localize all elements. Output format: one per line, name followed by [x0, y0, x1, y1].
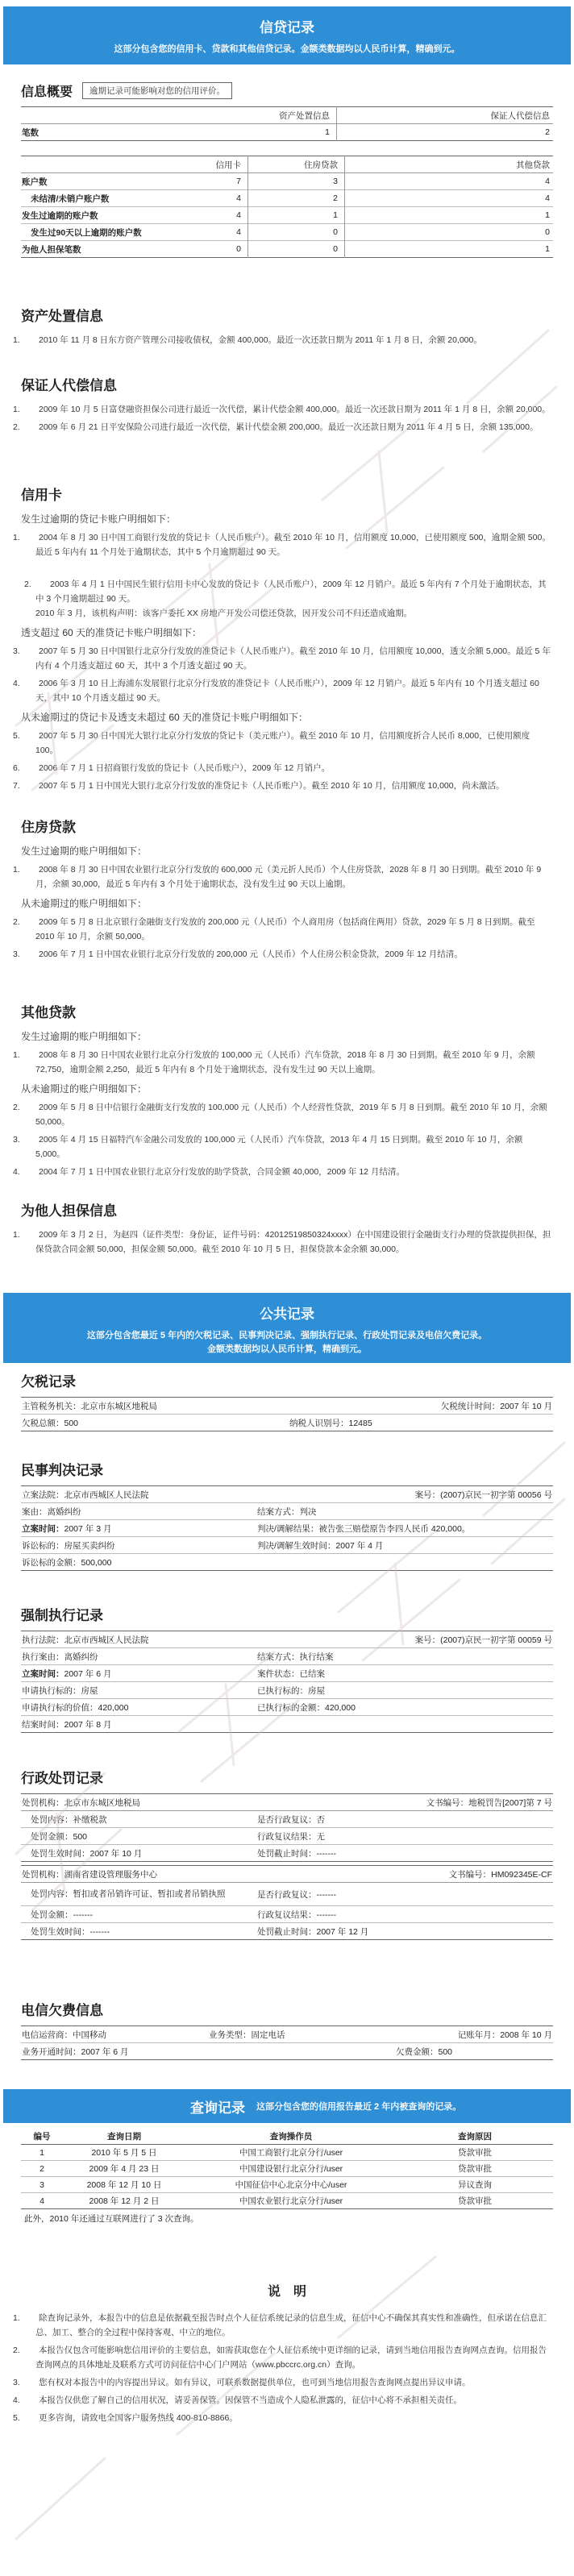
list-item: 2. 2009 年 5 月 8 日中信银行金融街支行发放的 100,000 元（人民币）个人经营性贷款，2019 年 5 月 8 日到期。截至 2010 年 10 月，余额 50,000。 — [13, 1103, 547, 1127]
card-item-text: 2007 年 5 月 30 日中国银行北京分行发放的准贷记卡（人民币账户）。截至 2010 年 10 月，信用额度 10,000，透支余额 5,000。最近 5 年内有 4 个月透支超过 60 天，其中 3 个月透支超过 90 天。 — [35, 646, 551, 671]
guarantor-block — [13, 374, 553, 434]
field-value: 中国移动 — [73, 2030, 106, 2040]
field-label: 业务类型： — [209, 2030, 252, 2040]
guarantee-item-text: 2009 年 3 月 2 日，为赵四（证件类型：身份证，证件号码：42012519850324xxxx）在中国建设银行金融街支行办理的贷款提供担保，担保贷款合同金额 50,000，担保金额 50,000。截至 2010 年 10 月 5 日，担保贷款本金余额 30,000。 — [35, 1230, 551, 1254]
asset-count: 1 — [135, 124, 337, 141]
field-label: 结案方式： — [257, 1506, 300, 1517]
field-label: 案号： — [414, 1490, 441, 1500]
field-value: 2007 年 6 月 — [81, 2046, 129, 2057]
list-item: 2. 2009 年 6 月 21 日平安保险公司进行最近一次代偿，累计代偿金额 200,000。最近一次还款日期为 2011 年 4 月 5 日，余额 135,000。 — [13, 422, 539, 432]
list-item: 1. 2008 年 8 月 30 日中国农业银行北京分行发放的 100,000 元（人民币）汽车贷款，2018 年 8 月 30 日到期。截至 2010 年 9 月，余额 72,750，逾期金额 2,250，最近 5 年内有 8 个月处于逾期状态，没有发生过 90 天以上逾期。 — [13, 1050, 535, 1074]
list-item: 1. 2004 年 8 月 30 日中国工商银行发放的贷记卡（人民币账户）。截至 2010 年 10 月，信用额度 10,000，已使用额度 500，逾期金额 500。最近 5 年内有 11 个月处于逾期状态，其中 5 个月逾期超过 90 天。 — [13, 533, 551, 557]
summary-cell: 0 — [545, 227, 550, 237]
exec-block — [21, 1604, 553, 1733]
field-value: 2007 年 12 月 — [316, 1926, 369, 1937]
field-value: (2007)京民一初字第 00059 号 — [440, 1635, 552, 1645]
query-head: 查询操作员 — [269, 2131, 313, 2142]
telecom-title: 电信欠费信息 — [21, 2003, 103, 2018]
tax-block — [21, 1370, 553, 1431]
card-title: 信用卡 — [21, 488, 62, 503]
admin-block — [21, 1767, 553, 1940]
summary-row-label: 发生过90天以上逾期的账户数 — [31, 227, 142, 238]
query-cell: 2010 年 5 月 5 日 — [91, 2148, 157, 2158]
house-item-text: 2008 年 8 月 30 日中国农业银行北京分行发放的 600,000 元（美元折人民币）个人住房贷款，2028 年 8 月 30 日到期。截至 2010 年 9 月，余额 30,000，最近 5 年内有 3 个月处于逾期状态，没有发生过 90 天以上逾期。 — [35, 865, 542, 889]
list-item: 4. 2004 年 7 月 1 日中国农业银行北京分行发放的助学贷款，合同金额 40,000，2009 年 12 月结清。 — [13, 1167, 405, 1177]
other-item-text: 2004 年 7 月 1 日中国农业银行北京分行发放的助学贷款，合同金额 40,000，2009 年 12 月结清。 — [39, 1167, 405, 1177]
list-item: 1. 2010 年 11 月 8 日东方资产管理公司接收债权，金额 400,000。最近一次还款日期为 2011 年 1 月 8 日，余额 20,000。 — [13, 335, 482, 345]
guarantee-block — [13, 1199, 553, 1257]
query-band-desc: 这部分包含您的信用报告最近 2 年内被查询的记录。 — [256, 2102, 462, 2112]
query-cell: 贷款审批 — [458, 2196, 492, 2206]
field-value: 补缴税款 — [73, 1814, 107, 1825]
field-value: 500 — [73, 1831, 88, 1842]
field-value: 2007 年 3 月 — [64, 1523, 112, 1534]
card-item-text: 2006 年 3 月 10 日上海浦东发展银行北京分行发放的准贷记卡（人民币账户），2009 年 12 月销户。最近 5 年内有 10 个月透支超过 60 天，其中 10 个月透支超过 90 天。 — [35, 679, 539, 703]
card-overdue-sub: 发生过逾期的贷记卡账户明细如下： — [21, 513, 177, 525]
note-text: 本报告仅包含可能影响您信用评价的主要信息，如需获取您在个人征信系统中更详细的记录，请到当地信用报告查询网点查询。信用报告查询网点的具体地址及联系方式可访问征信中心门户网站（www.pbccrc.org.cn）查询。 — [35, 2345, 547, 2370]
asset-summary-table — [21, 106, 553, 141]
field-label: 行政复议结果： — [257, 1909, 317, 1920]
field-value: 2007 年 10 月 — [89, 1848, 143, 1859]
field-label: 电信运营商： — [22, 2030, 73, 2040]
account-summary-table — [21, 156, 553, 258]
card-normal-sub: 从未逾期过的贷记卡及透支未超过 60 天的准贷记卡账户明细如下： — [21, 712, 309, 723]
field-value: 2007 年 4 月 — [335, 1540, 384, 1551]
list-item: 3. 您有权对本报告中的内容提出异议。如有异议，可联系数据提供单位，也可到当地信用报告查询网点提出异议申请。 — [13, 2378, 471, 2387]
query-cell: 4 — [40, 2196, 44, 2206]
field-label: 是否行政复议： — [257, 1814, 317, 1825]
field-value: 离婚纠纷 — [64, 1652, 98, 1662]
other-loan-block — [13, 1001, 553, 1179]
field-value: 500 — [438, 2046, 453, 2057]
guarantor-title: 保证人代偿信息 — [21, 378, 117, 393]
field-value: 否 — [316, 1814, 325, 1825]
telecom-table — [21, 2025, 553, 2060]
summary-cell: 4 — [545, 177, 550, 186]
field-value: 2008 年 10 月 — [500, 2030, 552, 2040]
field-value: 湖南省建设管理服务中心 — [64, 1869, 157, 1880]
field-label: 申请执行标的价值： — [22, 1702, 98, 1713]
card-item-text: 2006 年 7 月 1 日招商银行发放的贷记卡（人民币账户），2009 年 12 月销户。 — [39, 763, 331, 773]
field-value: 2007 年 6 月 — [64, 1668, 112, 1679]
field-label: 处罚内容： — [31, 1814, 73, 1825]
note-text: 除查询记录外，本报告中的信息是依据截至报告时点个人征信系统记录的信息生成，征信中心不确保其真实性和准确性，但承诺在信息汇总、加工、整合的全过程中保持客观、中立的地位。 — [35, 2313, 547, 2337]
field-label: 欠费金额： — [396, 2046, 439, 2057]
field-label: 行政复议结果： — [257, 1831, 317, 1842]
asset-item-text: 2010 年 11 月 8 日东方资产管理公司接收债权，金额 400,000。最近一次还款日期为 2011 年 1 月 8 日，余额 20,000。 — [39, 335, 482, 345]
summary-cell: 4 — [168, 207, 248, 224]
field-label: 案由： — [22, 1506, 48, 1517]
query-head: 编号 — [33, 2131, 51, 2142]
card-item-text: 2004 年 8 月 30 日中国工商银行发放的贷记卡（人民币账户）。截至 2010 年 10 月，信用额度 10,000，已使用额度 500，逾期金额 500。最近 5 年内有 11 个月处于逾期状态，其中 5 个月逾期超过 90 天。 — [35, 533, 551, 557]
public-band-title: 公共记录 — [3, 1293, 571, 1329]
field-label: 欠税统计时间： — [440, 1401, 501, 1411]
summary-row-label: 为他人担保笔数 — [22, 244, 81, 255]
field-label: 案件状态： — [257, 1668, 300, 1679]
guarantor-count: 2 — [545, 127, 550, 137]
field-value: 12485 — [348, 1418, 372, 1428]
field-value: 地税罚告[2007]第 7 号 — [468, 1797, 552, 1808]
list-item: 2. 2003 年 4 月 1 日中国民生银行信用卡中心发放的贷记卡（人民币账户），2009 年 12 月销户。最近 5 年内有 7 个月处于逾期状态，其中 3 个月逾期超过 90 天。 2010 年 3 月，该机构声明：该客户委托 XX 房地产开发公司偿还贷款，因开发公司不归还造成逾期。 — [24, 580, 547, 618]
public-section — [0, 1293, 574, 1363]
notes-block — [13, 2281, 553, 2425]
list-item: 1. 2009 年 3 月 2 日，为赵四（证件类型：身份证，证件号码：42012519850324xxxx）在中国建设银行金融街支行办理的贷款提供担保，担保贷款合同金额 50,000，担保金额 50,000。截至 2010 年 10 月 5 日，担保贷款本金余额 30,000。 — [13, 1230, 551, 1254]
query-head: 查询原因 — [458, 2131, 492, 2142]
query-cell: 1 — [40, 2147, 44, 2158]
field-label: 记账年月： — [457, 2030, 501, 2040]
list-item: 1. 2009 年 10 月 5 日富登融资担保公司进行最近一次代偿，累计代偿金额 400,000。最近一次还款日期为 2011 年 1 月 8 日，余额 20,000。 — [13, 405, 551, 414]
list-item: 4. 本报告仅供您了解自己的信用状况，请妥善保管。因保管不当造成个人隐私泄露的，征信中心将不承担相关责任。 — [13, 2395, 462, 2405]
field-label: 结案时间： — [22, 1719, 64, 1730]
summary-row-label: 账户数 — [22, 177, 48, 187]
asset-head: 资产处置信息 — [135, 107, 337, 124]
other-item-text: 2008 年 8 月 30 日中国农业银行北京分行发放的 100,000 元（人民币）汽车贷款，2018 年 8 月 30 日到期。截至 2010 年 9 月，余额 72,750，逾期金额 2,250，最近 5 年内有 8 个月处于逾期状态，没有发生过 90 天以上逾期。 — [35, 1050, 535, 1074]
summary-cell: 1 — [545, 244, 550, 254]
field-label: 纳税人识别号： — [289, 1418, 349, 1428]
other-item-text: 2009 年 5 月 8 日中信银行金融街支行发放的 100,000 元（人民币）个人经营性贷款，2019 年 5 月 8 日到期。截至 2010 年 10 月，余额 50,000。 — [35, 1103, 547, 1127]
guarantor-head: 保证人代偿信息 — [490, 110, 550, 121]
query-band-title: 查询记录 — [190, 2100, 245, 2116]
summary-cell: 4 — [168, 224, 248, 241]
overview-block — [21, 79, 553, 258]
card-item-text: 2007 年 5 月 1 日中国光大银行北京分行发放的准贷记卡（人民币账户）。截至 2010 年 10 月，信用额度 10,000，尚未激活。 — [39, 781, 505, 791]
exec-title: 强制执行记录 — [21, 1608, 103, 1623]
summary-cell: 7 — [168, 173, 248, 190]
house-loan-block — [13, 816, 553, 962]
summary-cell: 1 — [248, 207, 345, 224]
field-value: ------- — [316, 1848, 336, 1859]
summary-cell: 0 — [248, 224, 345, 241]
card-item-text: 2003 年 4 月 1 日中国民生银行信用卡中心发放的贷记卡（人民币账户），2009 年 12 月销户。最近 5 年内有 7 个月处于逾期状态，其中 3 个月逾期超过 90 天。 2010 年 3 月，该机构声明：该客户委托 XX 房地产开发公司偿还贷款，因开发公司不归还造成逾期。 — [35, 580, 547, 618]
query-block — [21, 2128, 553, 2225]
field-label: 文书编号： — [448, 1869, 492, 1880]
summary-cell: 0 — [248, 241, 345, 258]
list-item: 7. 2007 年 5 月 1 日中国光大银行北京分行发放的准贷记卡（人民币账户）。截至 2010 年 10 月，信用额度 10,000，尚未激活。 — [13, 781, 505, 791]
notes-title: 说 明 — [267, 2285, 306, 2299]
field-value: 无 — [316, 1831, 325, 1842]
field-value: ------- — [89, 1926, 110, 1937]
other-normal-sub: 从未逾期过的账户明细如下： — [21, 1083, 148, 1095]
field-label: 业务开通时间： — [22, 2046, 81, 2057]
field-value: 北京市东城区地税局 — [81, 1401, 157, 1411]
credit-band-desc: 这部分包含您的信用卡、贷款和其他信贷记录。金额类数据均以人民币计算，精确到元。 — [3, 43, 571, 64]
card-item-text: 2007 年 5 月 30 日中国光大银行北京分行发放的贷记卡（美元账户）。截至 2010 年 10 月，信用额度折合人民币 8,000，已使用额度 100。 — [35, 731, 530, 755]
summary-cell: 3 — [248, 173, 345, 190]
query-cell: 2 — [40, 2163, 44, 2174]
field-label: 结案方式： — [257, 1652, 300, 1662]
field-value: 420,000 — [98, 1702, 129, 1713]
other-item-text: 2005 年 4 月 15 日福特汽车金融公司发放的 100,000 元（人民币）汽车贷款，2013 年 4 月 15 日到期。截至 2010 年 10 月，余额 5,000。 — [35, 1135, 523, 1159]
summary-row-label: 未结清/未销户账户数 — [31, 193, 110, 204]
query-cell: 2008 年 12 月 10 日 — [86, 2180, 162, 2190]
list-item: 6. 2006 年 7 月 1 日招商银行发放的贷记卡（人民币账户），2009 年 12 月销户。 — [13, 763, 331, 773]
asset-row-label: 笔数 — [22, 127, 39, 138]
table-row — [21, 2161, 553, 2177]
field-label: 处罚机构： — [22, 1797, 64, 1808]
list-item: 2. 本报告仅包含可能影响您信用评价的主要信息，如需获取您在个人征信系统中更详细的记录，请到当地信用报告查询网点查询。信用报告查询网点的具体地址及联系方式可访问征信中心门户网站（www.pbccrc.org.cn）查询。 — [13, 2345, 547, 2370]
public-band-desc1: 这部分包含您最近 5 年内的欠税记录、民事判决记录、强制执行记录、行政处罚记录及电信欠费记录。 — [3, 1329, 571, 1343]
field-label: 判决/调解结果： — [257, 1523, 319, 1534]
query-footnote: 此外，2010 年还通过互联网进行了 3 次查询。 — [24, 2214, 199, 2224]
field-value: 固定电话 — [251, 2030, 285, 2040]
field-value: 北京市西城区人民法院 — [64, 1490, 149, 1500]
field-value: 房屋 — [308, 1685, 325, 1696]
field-value: 420,000 — [325, 1702, 356, 1713]
field-label: 主管税务机关： — [22, 1401, 81, 1411]
summary-cell: 4 — [545, 193, 550, 203]
field-value: 离婚纠纷 — [47, 1506, 81, 1517]
field-value: 500 — [64, 1418, 79, 1428]
query-cell: 贷款审批 — [458, 2148, 492, 2158]
field-label: 已执行标的： — [257, 1685, 308, 1696]
civil-table — [21, 1485, 553, 1571]
admin-title: 行政处罚记录 — [21, 1771, 103, 1786]
field-label: 处罚生效时间： — [31, 1926, 90, 1937]
query-cell: 贷款审批 — [458, 2164, 492, 2174]
table-row — [21, 2193, 553, 2209]
civil-title: 民事判决记录 — [21, 1463, 103, 1478]
list-item: 5. 更多咨询，请致电全国客户服务热线 400-810-8866。 — [13, 2413, 238, 2423]
note-text: 您有权对本报告中的内容提出异议。如有异议，可联系数据提供单位，也可到当地信用报告查询网点提出异议申请。 — [39, 2378, 471, 2387]
field-value: (2007)京民一初字第 00056 号 — [440, 1490, 552, 1500]
query-head: 查询日期 — [107, 2131, 141, 2142]
query-cell: 3 — [40, 2179, 44, 2190]
table-row — [21, 2145, 553, 2161]
house-item-text: 2006 年 7 月 1 日中国农业银行北京分行发放的 200,000 元（人民币）个人住房公积金贷款，2009 年 12 月结清。 — [39, 949, 463, 959]
field-label: 执行案由： — [22, 1652, 64, 1662]
query-cell: 异议查询 — [458, 2180, 492, 2190]
exec-table — [21, 1631, 553, 1733]
admin-table-1 — [21, 1793, 553, 1862]
list-item: 4. 2006 年 3 月 10 日上海浦东发展银行北京分行发放的准贷记卡（人民币账户），2009 年 12 月销户。最近 5 年内有 10 个月透支超过 60 天，其中 10 个月透支超过 90 天。 — [13, 679, 539, 703]
summary-row-label: 发生过逾期的账户数 — [22, 210, 98, 221]
guarantor-item-text: 2009 年 10 月 5 日富登融资担保公司进行最近一次代偿，累计代偿金额 400,000。最近一次还款日期为 2011 年 1 月 8 日，余额 20,000。 — [39, 405, 551, 414]
query-table — [21, 2128, 553, 2209]
credit-section — [0, 0, 574, 64]
field-value: ------- — [73, 1909, 93, 1920]
field-label: 诉讼标的金额： — [22, 1557, 81, 1568]
note-text: 本报告仅供您了解自己的信用状况，请妥善保管。因保管不当造成个人隐私泄露的，征信中心将不承担相关责任。 — [39, 2395, 462, 2405]
overview-title: 信息概要 — [21, 85, 73, 99]
field-value: 500,000 — [81, 1557, 112, 1568]
summary-head-card: 信用卡 — [168, 156, 248, 173]
query-cell: 中国征信中心北京分中心/user — [235, 2180, 347, 2190]
field-label: 处罚生效时间： — [31, 1848, 90, 1859]
civil-block — [21, 1459, 553, 1571]
admin-table-2 — [21, 1865, 553, 1940]
summary-cell: 4 — [168, 190, 248, 207]
credit-card-block — [13, 484, 553, 793]
list-item: 1. 除查询记录外，本报告中的信息是依据截至报告时点个人征信系统记录的信息生成，征信中心不确保其真实性和准确性，但承诺在信息汇总、加工、整合的全过程中保持客观、中立的地位。 — [13, 2313, 547, 2337]
list-item: 3. 2007 年 5 月 30 日中国银行北京分行发放的准贷记卡（人民币账户）。截至 2010 年 10 月，信用额度 10,000，透支余额 5,000。最近 5 年内有 4 个月透支超过 60 天，其中 3 个月透支超过 90 天。 — [13, 646, 551, 671]
field-label: 处罚内容： — [31, 1888, 73, 1899]
field-value: 房屋买卖纠纷 — [64, 1540, 115, 1551]
query-section — [3, 2089, 571, 2123]
credit-band-title: 信贷记录 — [3, 6, 571, 43]
query-cell: 2008 年 12 月 2 日 — [89, 2196, 160, 2206]
other-title: 其他贷款 — [21, 1005, 76, 1020]
field-value: HM092345E-CF — [491, 1869, 552, 1880]
guarantee-title: 为他人担保信息 — [21, 1203, 117, 1219]
field-label: 判决/调解生效时间： — [257, 1540, 336, 1551]
query-cell: 2009 年 4 月 23 日 — [89, 2164, 160, 2174]
query-cell: 中国建设银行北京分行/user — [239, 2164, 343, 2174]
table-row — [21, 2177, 553, 2193]
asset-disposal-block — [13, 305, 553, 347]
field-label: 立案法院： — [22, 1490, 64, 1500]
field-label: 处罚截止时间： — [257, 1848, 317, 1859]
asset-title: 资产处置信息 — [21, 309, 103, 324]
summary-cell: 0 — [168, 241, 248, 258]
house-item-text: 2009 年 5 月 8 日北京银行金融街支行发放的 200,000 元（人民币）个人商用房（包括商住两用）贷款，2029 年 5 月 8 日到期。截至 2010 年 10 月，余额 50,000。 — [35, 917, 535, 941]
house-title: 住房贷款 — [21, 820, 76, 835]
field-label: 案号： — [414, 1635, 441, 1645]
field-label: 处罚截止时间： — [257, 1926, 317, 1937]
list-item: 3. 2005 年 4 月 15 日福特汽车金融公司发放的 100,000 元（人民币）汽车贷款，2013 年 4 月 15 日到期。截至 2010 年 10 月，余额 5,000。 — [13, 1135, 523, 1159]
field-value: ------- — [316, 1889, 336, 1900]
house-overdue-sub: 发生过逾期的账户明细如下： — [21, 846, 148, 857]
list-item: 1. 2008 年 8 月 30 日中国农业银行北京分行发放的 600,000 元（美元折人民币）个人住房贷款，2028 年 8 月 30 日到期。截至 2010 年 9 月，余额 30,000，最近 5 年内有 3 个月处于逾期状态，没有发生过 90 天以上逾期。 — [13, 865, 542, 889]
field-label: 处罚金额： — [31, 1909, 73, 1920]
summary-head-other: 其他贷款 — [516, 160, 550, 170]
field-label: 诉讼标的： — [22, 1540, 64, 1551]
field-value: 已结案 — [299, 1668, 325, 1679]
list-item: 3. 2006 年 7 月 1 日中国农业银行北京分行发放的 200,000 元（人民币）个人住房公积金贷款，2009 年 12 月结清。 — [13, 949, 463, 959]
field-label: 立案时间： — [22, 1668, 64, 1679]
telecom-block — [21, 1999, 553, 2060]
field-label: 处罚金额： — [31, 1831, 73, 1842]
field-value: 北京市东城区地税局 — [64, 1797, 140, 1808]
card-semi-sub: 透支超过 60 天的准贷记卡账户明细如下： — [21, 627, 202, 638]
field-label: 是否行政复议： — [257, 1889, 317, 1900]
field-label: 欠税总额： — [22, 1418, 64, 1428]
guarantor-item-text: 2009 年 6 月 21 日平安保险公司进行最近一次代偿，累计代偿金额 200,000。最近一次还款日期为 2011 年 4 月 5 日，余额 135,000。 — [39, 422, 539, 432]
house-normal-sub: 从未逾期过的账户明细如下： — [21, 898, 148, 909]
query-cell: 中国工商银行北京分行/user — [239, 2148, 343, 2158]
field-label: 立案时间： — [22, 1523, 64, 1534]
note-text: 更多咨询，请致电全国客户服务热线 400-810-8866。 — [39, 2413, 238, 2423]
field-label: 文书编号： — [426, 1797, 469, 1808]
field-value: 房屋 — [81, 1685, 98, 1696]
query-cell: 中国农业银行北京分行/user — [239, 2196, 343, 2206]
summary-cell: 1 — [545, 210, 550, 220]
list-item: 2. 2009 年 5 月 8 日北京银行金融街支行发放的 200,000 元（人民币）个人商用房（包括商住两用）贷款，2029 年 5 月 8 日到期。截至 2010 年 10 月，余额 50,000。 — [13, 917, 535, 941]
tax-table — [21, 1397, 553, 1431]
field-value: ------- — [316, 1909, 336, 1920]
field-label: 已执行标的金额： — [257, 1702, 325, 1713]
summary-head-house: 住房贷款 — [248, 156, 345, 173]
field-label: 申请执行标的： — [22, 1685, 81, 1696]
field-value: 被告张三赔偿原告李四人民币 420,000。 — [318, 1523, 471, 1534]
other-overdue-sub: 发生过逾期的账户明细如下： — [21, 1031, 148, 1042]
field-label: 处罚机构： — [22, 1869, 64, 1880]
field-value: 2007 年 8 月 — [64, 1719, 112, 1730]
field-value: 执行结案 — [299, 1652, 334, 1662]
field-value: 暂扣或者吊销许可证、暂扣或者吊销执照 — [73, 1888, 226, 1899]
field-value: 判决 — [299, 1506, 317, 1517]
public-band-desc2: 金额类数据均以人民币计算，精确到元。 — [3, 1343, 571, 1363]
list-item: 5. 2007 年 5 月 30 日中国光大银行北京分行发放的贷记卡（美元账户）。截至 2010 年 10 月，信用额度折合人民币 8,000，已使用额度 100。 — [13, 731, 530, 755]
field-value: 2007 年 10 月 — [500, 1401, 552, 1411]
summary-cell: 2 — [248, 190, 345, 207]
field-label: 执行法院： — [22, 1635, 64, 1645]
field-value: 北京市西城区人民法院 — [64, 1635, 149, 1645]
overview-note: 逾期记录可能影响对您的信用评价。 — [82, 82, 232, 99]
tax-title: 欠税记录 — [21, 1374, 76, 1390]
